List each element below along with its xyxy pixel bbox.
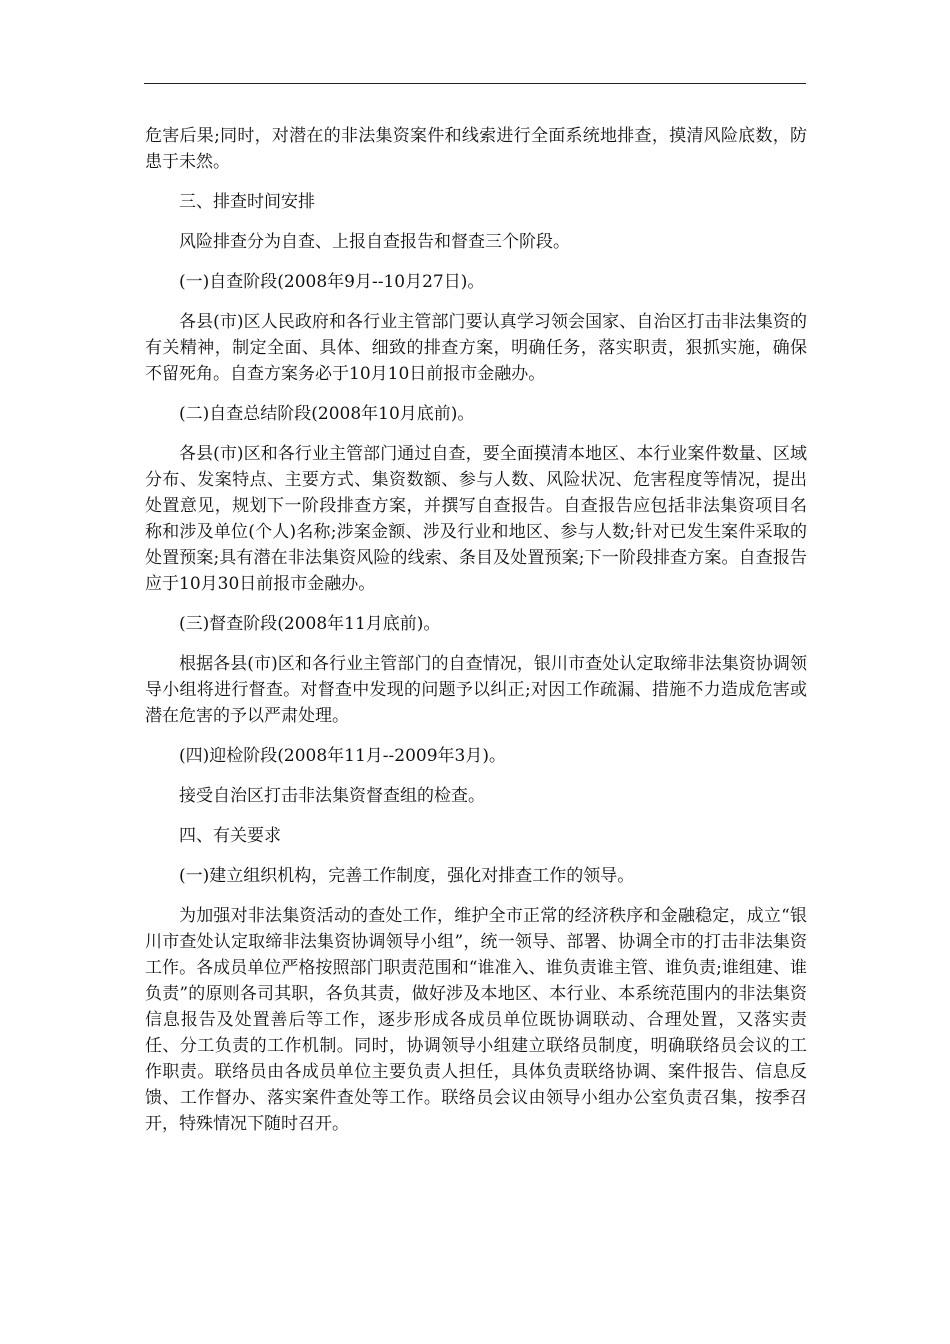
paragraph-organization: 为加强对非法集资活动的查处工作，维护全市正常的经济秩序和金融稳定，成立“银川市查处认定取缔非法集资协调领导小组”，统一领导、部署、协调全市的打击非法集资工作。各成员单位严格按照部门职责范围和“谁准入、谁负责谁主管、谁负责;谁组建、谁负责”的原则各司其职，各负其责，做好涉及本地区、本行业、本系统范围内的非法集资信息报告及处置善后等工作，逐步形成各成员单位既协调联动、合理处置，又落实责任、分工负责的工作机制。同时，协调领导小组建立联络员制度，明确联络员会议的工作职责。联络员由各成员单位主要负责人担任，具体负责联络协调、案件报告、信息反馈、工作督办、落实案件查处等工作。联络员会议由领导小组办公室负责召集，按季召开，特殊情况下随时召开。 [145, 906, 807, 1134]
subheading-summary-stage: (二)自查总结阶段(2008年10月底前)。 [179, 404, 475, 424]
document-body [145, 123, 807, 1151]
header-rule [144, 83, 806, 84]
section-heading-schedule: 三、排查时间安排 [179, 192, 315, 212]
subheading-organization: (一)建立组织机构，完善工作制度，强化对排查工作的领导。 [179, 866, 635, 886]
paragraph-summary: 各县(市)区和各行业主管部门通过自查，要全面摸清本地区、本行业案件数量、区域分布、发案特点、主要方式、集资数额、参与人数、风险状况、危害程度等情况，提出处置意见，规划下一阶段排查方案，并撰写自查报告。自查报告应包括非法集资项目名称和涉及单位(个人)名称;涉案金额、涉及行业和地区、参与人数;针对已发生案件采取的处置预案;具有潜在非法集资风险的线索、条目及处置预案;下一阶段排查方案。自查报告应于10月30日前报市金融办。 [145, 444, 807, 594]
paragraph-continuation: 危害后果;同时，对潜在的非法集资案件和线索进行全面系统地排查，摸清风险底数，防患于未然。 [145, 126, 807, 172]
paragraph-stages-overview: 风险排查分为自查、上报自查报告和督查三个阶段。 [179, 232, 570, 252]
subheading-supervision-stage: (三)督查阶段(2008年11月底前)。 [179, 614, 441, 634]
subheading-self-check-stage: (一)自查阶段(2008年9月--10月27日)。 [179, 272, 485, 292]
subheading-inspection-stage: (四)迎检阶段(2008年11月--2009年3月)。 [179, 746, 506, 766]
paragraph-inspection: 接受自治区打击非法集资督查组的检查。 [179, 786, 485, 806]
section-heading-requirements: 四、有关要求 [179, 826, 281, 846]
paragraph-self-check: 各县(市)区人民政府和各行业主管部门要认真学习领会国家、自治区打击非法集资的有关精神，制定全面、具体、细致的排查方案，明确任务，落实职责，狠抓实施，确保不留死角。自查方案务必于10月10日前报市金融办。 [145, 312, 807, 384]
paragraph-supervision: 根据各县(市)区和各行业主管部门的自查情况，银川市查处认定取缔非法集资协调领导小组将进行督查。对督查中发现的问题予以纠正;对因工作疏漏、措施不力造成危害或潜在危害的予以严肃处理。 [145, 654, 807, 726]
